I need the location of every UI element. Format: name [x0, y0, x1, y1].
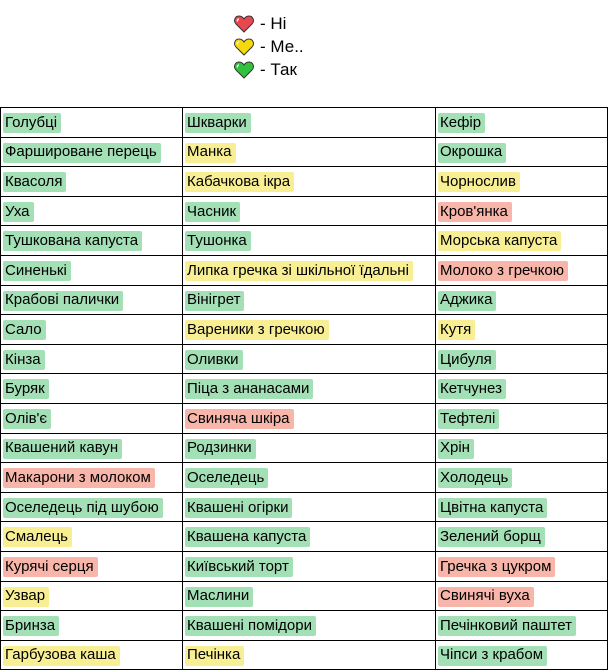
- table-cell: [1, 374, 183, 404]
- food-name: Оселедець під шубою: [5, 498, 159, 516]
- table-cell: [1, 463, 183, 493]
- food-name: Холодець: [440, 468, 509, 486]
- table-cell: [183, 344, 436, 374]
- table-cell: [436, 226, 608, 256]
- legend-item-meh: [234, 35, 304, 58]
- food-table: [0, 107, 608, 670]
- legend: [234, 12, 304, 81]
- table-cell: [183, 581, 436, 611]
- legend-label: - Так: [260, 59, 297, 79]
- table-cell: [436, 196, 608, 226]
- food-name: Свиняча шкіра: [187, 409, 290, 427]
- food-name: Вінігрет: [187, 291, 241, 309]
- food-name: Кутя: [440, 320, 472, 338]
- food-name: Чорнослив: [440, 172, 516, 190]
- table-cell: [1, 492, 183, 522]
- table-row: [1, 522, 608, 552]
- table-cell: [183, 403, 436, 433]
- table-cell: [1, 196, 183, 226]
- table-cell: [436, 640, 608, 670]
- food-name: Квашені огірки: [187, 498, 289, 516]
- food-name: Шкварки: [187, 113, 247, 131]
- table-cell: [436, 167, 608, 197]
- food-name: Курячі серця: [5, 557, 94, 575]
- table-cell: [183, 315, 436, 345]
- yellow-heart-icon: [234, 38, 254, 56]
- table-cell: [436, 522, 608, 552]
- table-cell: [183, 196, 436, 226]
- food-name: Кров'янка: [440, 202, 508, 220]
- table-cell: [183, 463, 436, 493]
- table-row: [1, 611, 608, 641]
- food-name: Молоко з гречкою: [440, 261, 565, 279]
- table-cell: [436, 255, 608, 285]
- table-cell: [183, 551, 436, 581]
- table-cell: [1, 611, 183, 641]
- table-cell: [436, 611, 608, 641]
- food-name: Печінковий паштет: [440, 616, 572, 634]
- table-row: [1, 374, 608, 404]
- table-cell: [1, 344, 183, 374]
- food-name: Піца з ананасами: [187, 380, 310, 398]
- table-cell: [1, 433, 183, 463]
- table-cell: [1, 640, 183, 670]
- legend-label: - Ме..: [260, 36, 304, 56]
- food-name: Морська капуста: [440, 232, 558, 250]
- legend-item-no: [234, 12, 304, 35]
- table-cell: [436, 492, 608, 522]
- food-name: Манка: [187, 143, 232, 161]
- table-row: [1, 551, 608, 581]
- food-name: Синенькі: [5, 261, 67, 279]
- food-name: Окрошка: [440, 143, 503, 161]
- table-row: [1, 226, 608, 256]
- table-cell: [436, 344, 608, 374]
- table-cell: [436, 463, 608, 493]
- food-name: Бринза: [5, 616, 56, 634]
- food-name: Кефір: [440, 113, 482, 131]
- table-cell: [1, 137, 183, 167]
- food-name: Тушкована капуста: [5, 232, 139, 250]
- food-name: Гарбузова каша: [5, 646, 116, 664]
- table-row: [1, 255, 608, 285]
- food-name: Сало: [5, 320, 42, 338]
- table-cell: [183, 640, 436, 670]
- table-cell: [183, 492, 436, 522]
- food-name: Фаршироване перець: [5, 143, 157, 161]
- table-row: [1, 640, 608, 670]
- food-name: Кінза: [5, 350, 41, 368]
- table-cell: [183, 522, 436, 552]
- food-name: Хрін: [440, 439, 470, 457]
- table-cell: [1, 581, 183, 611]
- food-name: Квашена капуста: [187, 528, 307, 546]
- food-name: Оселедець: [187, 468, 265, 486]
- food-name: Кетчунез: [440, 380, 502, 398]
- table-cell: [1, 108, 183, 138]
- table-cell: [436, 137, 608, 167]
- food-name: Буряк: [5, 380, 45, 398]
- legend-item-yes: [234, 58, 304, 81]
- table-row: [1, 463, 608, 493]
- table-cell: [436, 403, 608, 433]
- food-name: Тушонка: [187, 232, 247, 250]
- food-name: Вареники з гречкою: [187, 320, 325, 338]
- table-row: [1, 403, 608, 433]
- table-cell: [436, 433, 608, 463]
- table-cell: [183, 611, 436, 641]
- table-row: [1, 167, 608, 197]
- table-row: [1, 492, 608, 522]
- food-name: Смалець: [5, 528, 68, 546]
- food-name: Гречка з цукром: [440, 557, 552, 575]
- table-cell: [183, 285, 436, 315]
- table-cell: [1, 522, 183, 552]
- table-cell: [183, 108, 436, 138]
- table-cell: [436, 108, 608, 138]
- food-name: Оливки: [187, 350, 239, 368]
- food-name: Аджика: [440, 291, 493, 309]
- food-name: Свинячі вуха: [440, 587, 530, 605]
- table-row: [1, 433, 608, 463]
- table-cell: [1, 315, 183, 345]
- table-cell: [436, 315, 608, 345]
- table-cell: [183, 137, 436, 167]
- table-cell: [1, 403, 183, 433]
- table-row: [1, 196, 608, 226]
- food-name: Цвітна капуста: [440, 498, 544, 516]
- table-cell: [436, 374, 608, 404]
- food-name: Квашені помідори: [187, 616, 312, 634]
- food-name: Цибуля: [440, 350, 492, 368]
- table-row: [1, 344, 608, 374]
- table-cell: [436, 551, 608, 581]
- food-name: Крабові палички: [5, 291, 120, 309]
- food-name: Кабачкова ікра: [187, 172, 291, 190]
- food-name: Родзинки: [187, 439, 252, 457]
- table-cell: [1, 167, 183, 197]
- legend-label: - Ні: [260, 13, 287, 33]
- food-name: Уха: [5, 202, 30, 220]
- table-cell: [183, 226, 436, 256]
- table-cell: [436, 581, 608, 611]
- food-name: Маслини: [187, 587, 250, 605]
- food-name: Тефтелі: [440, 409, 496, 427]
- table-cell: [183, 374, 436, 404]
- table-row: [1, 581, 608, 611]
- food-name: Олів'є: [5, 409, 48, 427]
- table-cell: [1, 255, 183, 285]
- table-cell: [1, 226, 183, 256]
- table-row: [1, 137, 608, 167]
- table-row: [1, 108, 608, 138]
- green-heart-icon: [234, 61, 254, 79]
- food-name: Квасоля: [5, 172, 63, 190]
- food-name: Чіпси з крабом: [440, 646, 544, 664]
- table-cell: [183, 255, 436, 285]
- table-cell: [183, 433, 436, 463]
- table-row: [1, 285, 608, 315]
- food-name: Квашений кавун: [5, 439, 119, 457]
- food-name: Узвар: [5, 587, 46, 605]
- table-cell: [436, 285, 608, 315]
- table-cell: [1, 285, 183, 315]
- food-name: Київський торт: [187, 557, 289, 575]
- food-name: Зелений борщ: [440, 528, 541, 546]
- table-cell: [183, 167, 436, 197]
- table-row: [1, 315, 608, 345]
- food-name: Макарони з молоком: [5, 468, 151, 486]
- food-name: Липка гречка зі шкільної їдальні: [187, 261, 409, 279]
- table-cell: [1, 551, 183, 581]
- food-name: Часник: [187, 202, 237, 220]
- red-heart-icon: [234, 15, 254, 33]
- food-name: Печінка: [187, 646, 241, 664]
- food-name: Голубці: [5, 113, 58, 131]
